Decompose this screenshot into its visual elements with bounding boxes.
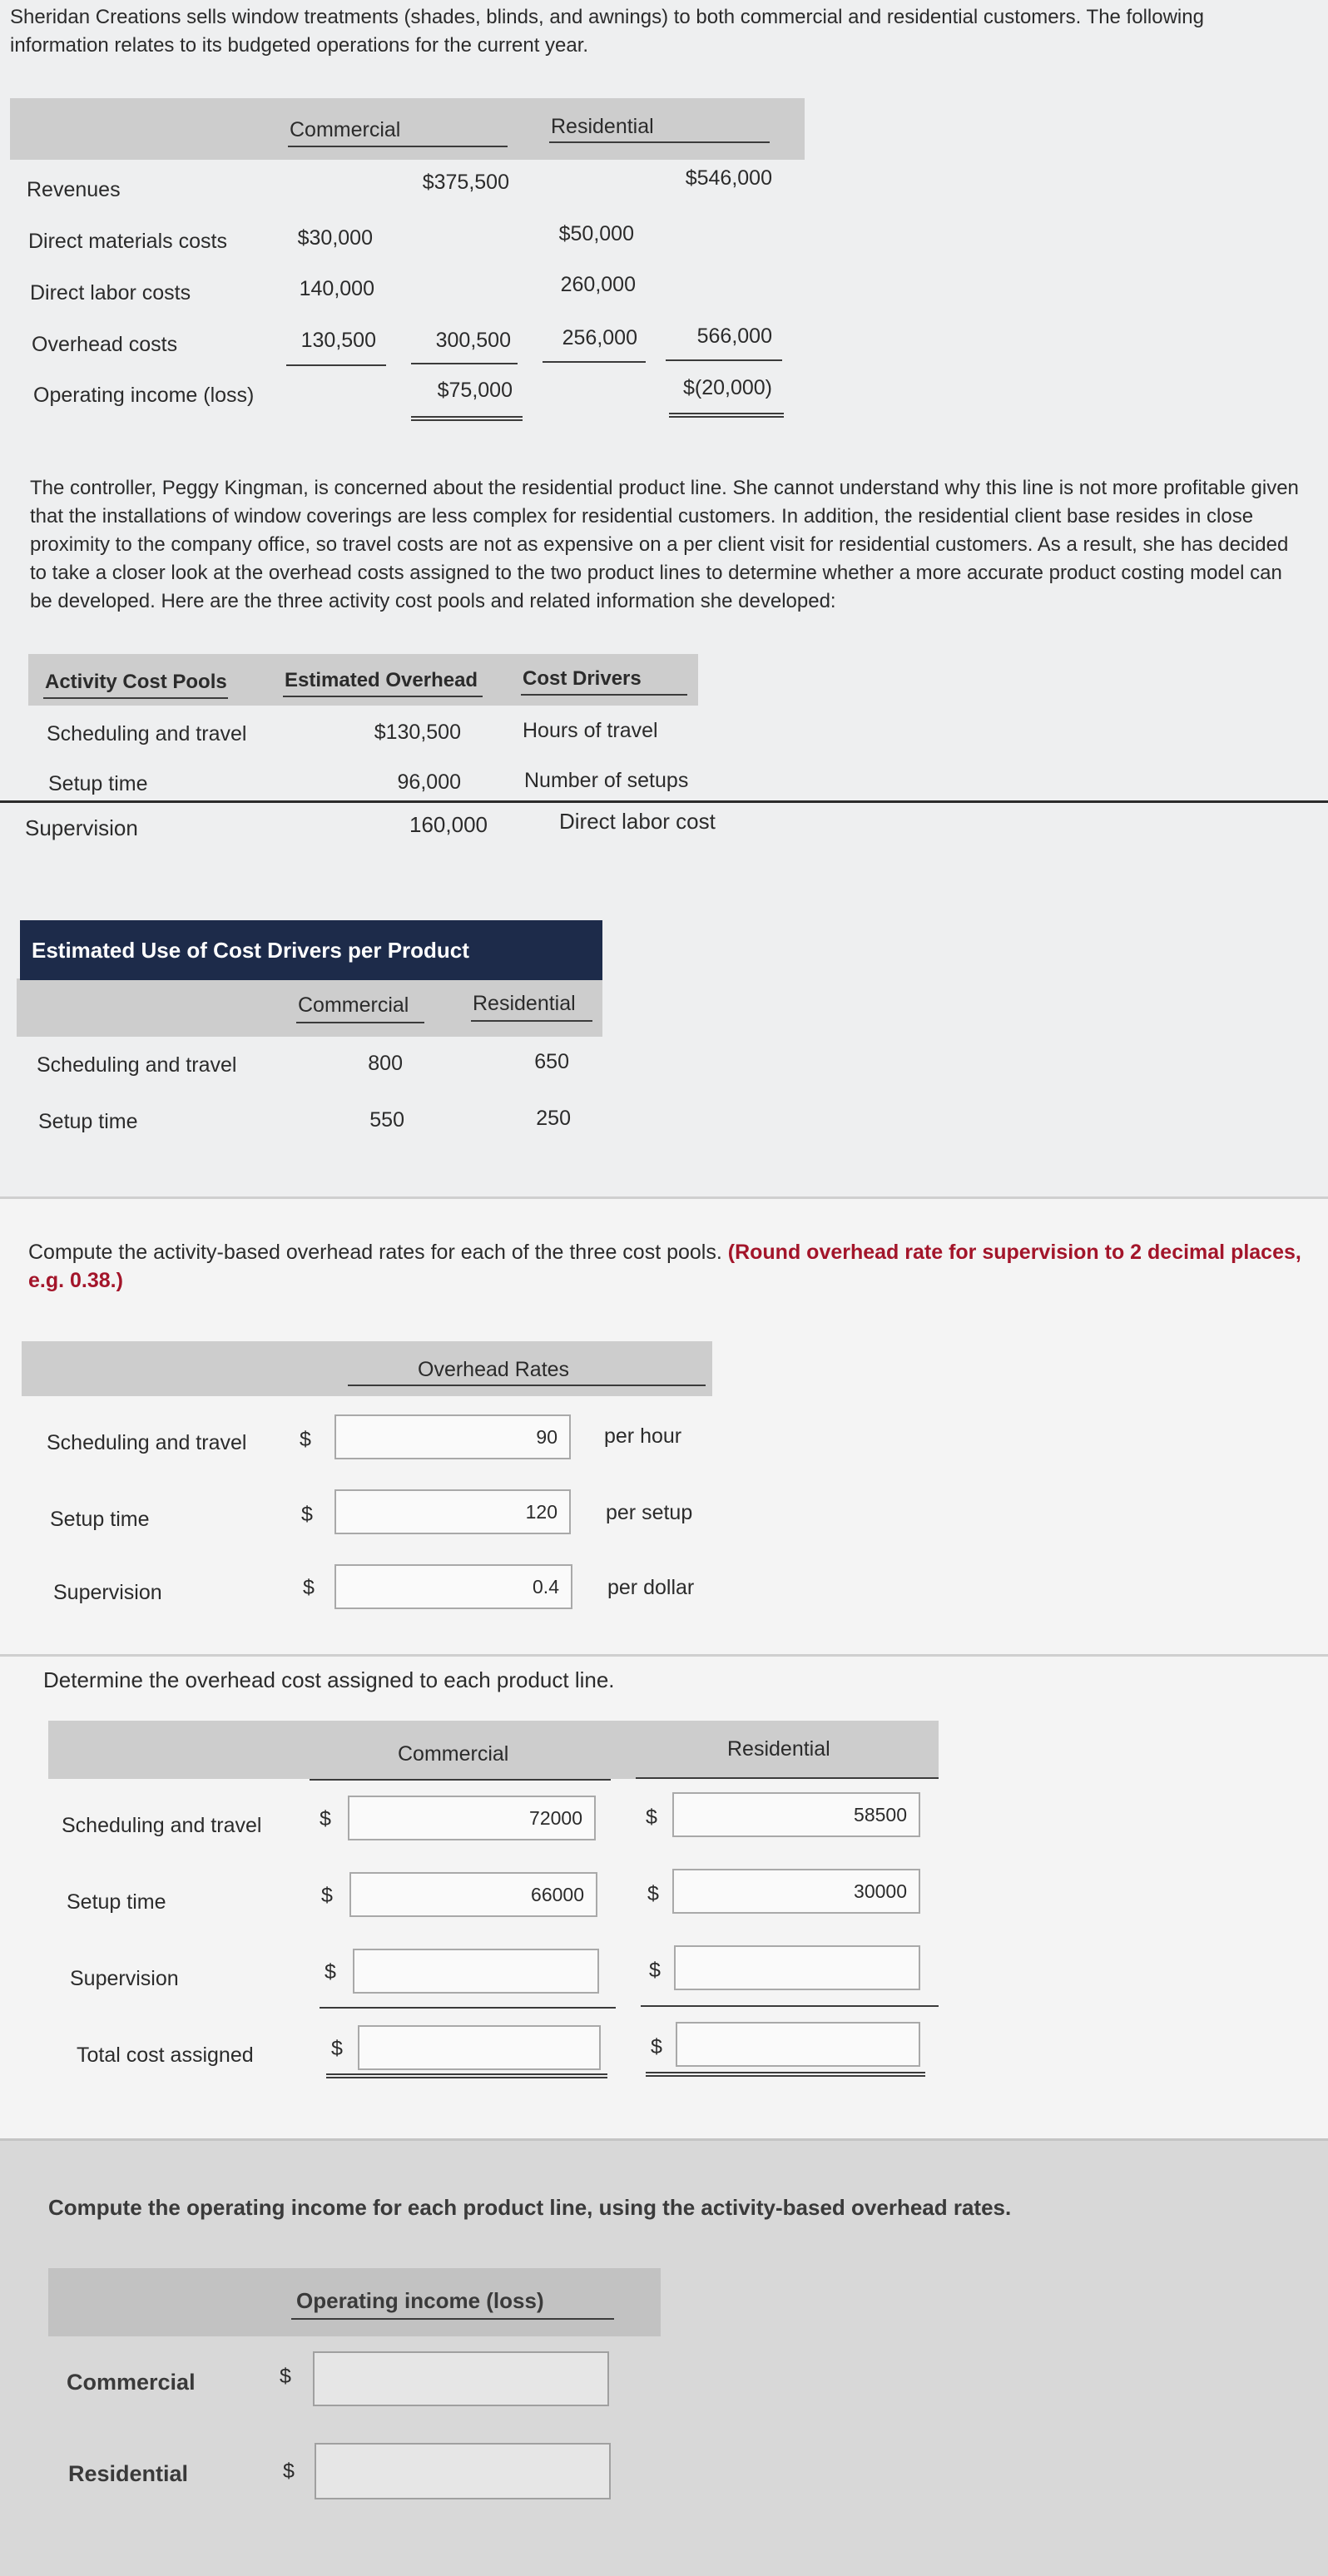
usage-row-label: Scheduling and travel xyxy=(37,1053,237,1077)
double-underline xyxy=(669,413,784,418)
budget-value: 140,000 xyxy=(299,277,374,300)
q2-row-label: Supervision xyxy=(70,1967,179,1990)
q2-row-label: Scheduling and travel xyxy=(62,1814,262,1837)
usage-commercial: 800 xyxy=(368,1052,403,1075)
underline xyxy=(43,697,228,699)
budget-row-label: Direct materials costs xyxy=(28,230,227,253)
q1-text: Compute the activity-based overhead rates for each of the three cost pools. xyxy=(28,1241,722,1264)
underline xyxy=(296,1022,424,1023)
commercial-supervision-input[interactable] xyxy=(353,1949,599,1994)
section-divider xyxy=(0,1654,1328,1657)
budget-value: 260,000 xyxy=(560,273,636,296)
q1-header-bar xyxy=(22,1341,712,1396)
budget-header-bar xyxy=(10,98,805,160)
underline xyxy=(543,361,646,363)
q1-currency: $ xyxy=(303,1576,315,1599)
budget-row-label: Revenues xyxy=(27,178,121,201)
pool-name: Scheduling and travel xyxy=(47,722,247,746)
budget-row-label: Operating income (loss) xyxy=(33,384,255,407)
underline xyxy=(636,1777,939,1779)
underline xyxy=(286,364,386,366)
table-rule xyxy=(0,800,1328,803)
pools-header: Estimated Overhead xyxy=(285,669,478,691)
underline xyxy=(283,696,483,697)
q1-row-label: Scheduling and travel xyxy=(47,1431,247,1454)
underline xyxy=(288,146,508,147)
usage-header-commercial: Commercial xyxy=(298,993,409,1017)
q2-currency: $ xyxy=(646,1806,657,1829)
double-underline xyxy=(326,2073,607,2078)
pool-driver: Hours of travel xyxy=(523,719,658,742)
underline xyxy=(348,1385,706,1386)
q3-row-label: Commercial xyxy=(67,2370,196,2395)
pools-header: Activity Cost Pools xyxy=(45,671,227,693)
intro-text: Sheridan Creations sells window treatments (shades, blinds, and awnings) to both commercial and residential customers. The following information relates to its budgeted operations for the current year. xyxy=(10,6,1204,57)
budget-row-label: Overhead costs xyxy=(32,333,178,356)
residential-setup-input[interactable]: 30000 xyxy=(672,1869,920,1914)
pool-driver: Number of setups xyxy=(524,769,689,792)
pool-overhead: 96,000 xyxy=(397,770,461,794)
q2-header-commercial: Commercial xyxy=(398,1742,509,1766)
budget-value: 130,500 xyxy=(300,329,376,352)
q3-header: Operating income (loss) xyxy=(296,2288,544,2313)
pool-name: Supervision xyxy=(25,815,138,840)
q2-text: Determine the overhead cost assigned to each product line. xyxy=(43,1667,615,1692)
underline xyxy=(641,2005,939,2007)
q1-unit: per dollar xyxy=(607,1576,695,1599)
usage-commercial: 550 xyxy=(369,1108,404,1132)
q3-currency: $ xyxy=(280,2365,291,2388)
budget-value: 566,000 xyxy=(696,324,772,348)
budget-col-commercial: Commercial xyxy=(290,118,401,141)
usage-title: Estimated Use of Cost Drivers per Product xyxy=(20,920,602,980)
usage-residential: 250 xyxy=(536,1107,571,1130)
underline xyxy=(320,2007,616,2009)
q3-text: Compute the operating income for each product line, using the activity-based overhead rates. xyxy=(48,2195,1012,2220)
q3-row-label: Residential xyxy=(68,2461,189,2486)
budget-row-label: Direct labor costs xyxy=(30,281,191,305)
pools-header: Cost Drivers xyxy=(523,667,642,690)
q3-currency: $ xyxy=(283,2460,295,2483)
usage-residential: 650 xyxy=(534,1050,569,1073)
q1-currency: $ xyxy=(301,1503,313,1526)
setup-rate-input[interactable]: 120 xyxy=(334,1489,571,1534)
budget-col-residential: Residential xyxy=(551,115,654,138)
controller-text: The controller, Peggy Kingman, is concerned about the residential product line. She cannot understand why this line is not more profitable given that the installations of window coverings are less complex for residential customers. In addition, the residential client base resides in close proximity to the company office, so travel costs are not as expensive on a per client visit for residential customers. As a result, she has decided to take a closer look at the overhead costs assigned to the two product lines to determine whether a more accurate product costing model can be developed. Here are the three activity cost pools and related information she developed: xyxy=(30,477,1299,612)
q1-instructions xyxy=(28,1238,1318,1295)
pool-name: Setup time xyxy=(48,772,148,795)
q2-row-label: Total cost assigned xyxy=(77,2043,254,2067)
underline xyxy=(310,1779,611,1781)
pool-overhead: 160,000 xyxy=(409,812,488,837)
q1-rounding-note: (Round overhead rate for supervision to 2 decimal places, e.g. 0.38.) xyxy=(28,1241,1301,1292)
q2-header-residential: Residential xyxy=(727,1737,830,1761)
commercial-setup-input[interactable]: 66000 xyxy=(349,1872,597,1917)
underline xyxy=(411,363,518,364)
budget-value: $(20,000) xyxy=(682,376,772,399)
underline xyxy=(291,2318,614,2320)
q2-currency: $ xyxy=(325,1960,336,1984)
q1-unit: per hour xyxy=(604,1424,682,1448)
underline xyxy=(549,141,770,143)
q1-row-label: Supervision xyxy=(53,1581,162,1604)
commercial-total-input[interactable] xyxy=(358,2025,601,2070)
commercial-operating-income-input[interactable] xyxy=(313,2351,609,2406)
double-underline xyxy=(646,2072,925,2077)
underline xyxy=(471,1020,592,1022)
double-underline xyxy=(411,416,523,421)
residential-scheduling-input[interactable]: 58500 xyxy=(672,1792,920,1837)
q1-header: Overhead Rates xyxy=(418,1358,570,1381)
residential-supervision-input[interactable] xyxy=(674,1945,920,1990)
underline xyxy=(521,694,687,696)
section-divider xyxy=(0,1196,1328,1199)
q2-currency: $ xyxy=(647,1882,659,1905)
residential-total-input[interactable] xyxy=(676,2022,920,2067)
commercial-scheduling-input[interactable]: 72000 xyxy=(348,1796,596,1840)
q2-currency: $ xyxy=(321,1884,333,1907)
q1-unit: per setup xyxy=(606,1501,693,1524)
supervision-rate-input[interactable]: 0.4 xyxy=(334,1564,572,1609)
budget-value: $546,000 xyxy=(685,166,772,190)
budget-value: $375,500 xyxy=(422,171,509,194)
q2-currency: $ xyxy=(651,2035,662,2058)
q2-currency: $ xyxy=(320,1807,331,1830)
q1-currency: $ xyxy=(300,1428,311,1451)
pool-overhead: $130,500 xyxy=(374,721,461,744)
q2-currency: $ xyxy=(649,1959,661,1982)
budget-value: $75,000 xyxy=(437,379,513,402)
budget-value: $50,000 xyxy=(558,222,634,245)
pool-driver: Direct labor cost xyxy=(559,809,716,834)
usage-row-label: Setup time xyxy=(38,1110,138,1133)
usage-header-residential: Residential xyxy=(473,992,576,1015)
budget-value: 256,000 xyxy=(562,326,637,349)
budget-value: $30,000 xyxy=(297,226,373,250)
budget-value: 300,500 xyxy=(435,329,511,352)
section-divider xyxy=(0,2138,1328,2141)
residential-operating-income-input[interactable] xyxy=(315,2443,611,2499)
q2-row-label: Setup time xyxy=(67,1890,166,1914)
underline xyxy=(666,359,782,361)
scheduling-rate-input[interactable]: 90 xyxy=(334,1414,571,1459)
q2-currency: $ xyxy=(331,2037,343,2060)
q1-row-label: Setup time xyxy=(50,1508,150,1531)
